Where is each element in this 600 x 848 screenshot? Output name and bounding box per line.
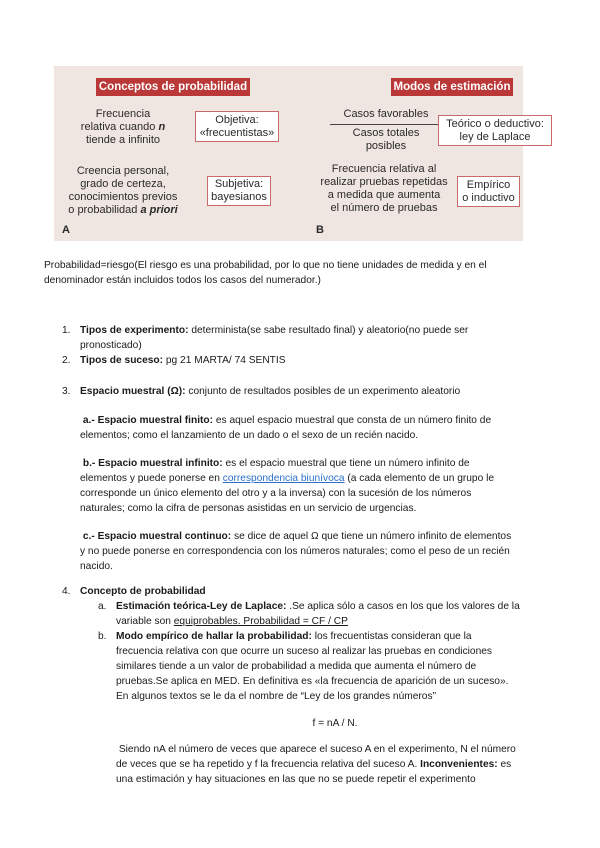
text-span: es aquel espacio muestral que consta de un número finito de — [213, 415, 492, 426]
box-line: ley de Laplace — [459, 130, 531, 143]
bold-term: Tipos de suceso: — [80, 355, 164, 366]
text-line: pruebas.Se aplica en MED. En definitiva es «la frecuencia de aparición de un suceso». — [116, 676, 509, 687]
text-line: Casos totales — [352, 127, 420, 139]
text-line: Frecuencia relativa al — [331, 163, 437, 175]
text-span: los frecuentistas consideran que la — [311, 631, 472, 642]
closing-paragraph — [116, 742, 561, 787]
box-line: Objetiva: — [215, 113, 259, 126]
text-span: pg 21 MARTA/ 74 SENTIS — [163, 355, 286, 366]
text-line — [116, 614, 556, 629]
text-span: Siendo nA el número de veces que aparece el suceso A en el experimento, N el número — [118, 744, 516, 755]
text-line: naturales; como la cifra de personas asistidas en un servicio de urgencias. — [80, 503, 417, 514]
text-line: Probabilidad=riesgo(El riesgo es una probabilidad, por lo que no tiene unidades de medida y en el — [44, 260, 487, 271]
bold-term: Modo empírico de hallar la probabilidad: — [116, 631, 312, 642]
panel-a-row2-text — [56, 165, 190, 217]
probability-figure — [54, 66, 544, 241]
text-span: determinista(se sabe resultado final) y aleatorio(no puede ser — [188, 325, 469, 336]
panel-a-header: Conceptos de probabilidad — [96, 78, 250, 96]
theoretical-box — [438, 115, 552, 146]
bold-term: c.- Espacio muestral continuo: — [82, 531, 232, 542]
panel-b-label: B — [316, 224, 324, 236]
item-event-types — [80, 353, 550, 368]
text-span: .Se aplica sólo a casos en los que los valores de la — [286, 601, 520, 612]
subjective-box — [207, 176, 271, 206]
underlined-text: equiprobables. Probabilidad = CF / CP — [173, 616, 348, 627]
biunivocal-link[interactable]: correspondencia biunívoca — [222, 473, 345, 484]
text-line: Frecuencia — [95, 108, 151, 120]
text-line — [56, 204, 190, 217]
text-line: elementos; como el lanzamiento de un dado o el sexo de un recién nacido. — [80, 430, 419, 441]
item-number: 2. — [62, 355, 71, 366]
text-span: elementos y puede ponerse en — [80, 473, 223, 484]
item-number: 1. — [62, 325, 71, 336]
bold-term: b.- Espacio muestral infinito: — [82, 458, 223, 469]
item-sample-space — [80, 384, 560, 399]
item-experiment-types — [80, 323, 550, 353]
panel-b-row2-text — [309, 163, 459, 215]
subitem-letter: b. — [98, 631, 107, 642]
finite-sample-space — [80, 413, 550, 443]
bold-term: a.- Espacio muestral finito: — [82, 415, 214, 426]
empirical-box — [457, 176, 520, 207]
text-line: el número de pruebas — [330, 202, 438, 214]
text-line: realizar pruebas repetidas — [320, 176, 448, 188]
infinite-sample-space — [80, 456, 555, 516]
panel-a-row1-text — [68, 108, 178, 147]
text-line — [80, 471, 555, 486]
text-line: similares tiende a un valor de probabilidad a medida que aumenta el número de — [116, 661, 477, 672]
subitem-letter: a. — [98, 601, 107, 612]
text-span: o probabilidad — [68, 204, 141, 216]
text-span: es el espacio muestral que tiene un número infinito de — [222, 458, 470, 469]
objective-box — [195, 111, 279, 142]
box-line: o inductivo — [462, 191, 515, 204]
box-line: bayesianos — [211, 191, 267, 203]
a-priori-text: a priori — [140, 204, 178, 216]
text-line — [80, 529, 555, 544]
text-span: es — [497, 759, 512, 770]
text-line: frecuencia relativa con que ocurre un suceso al realizar las pruebas en condiciones — [116, 646, 493, 657]
text-line — [116, 629, 556, 644]
text-line: a medida que aumenta — [327, 189, 441, 201]
text-line — [116, 742, 561, 757]
laplace-estimation — [116, 599, 556, 629]
italic-n: n — [158, 121, 166, 133]
text-line: corresponde un único elemento del otro y a la inversa) con la sucesión de los números — [80, 488, 472, 499]
text-line: una estimación y hay situaciones en las que no se puede repetir el experimento — [116, 774, 476, 785]
text-line — [116, 757, 561, 772]
panel-b-header: Modos de estimación — [391, 78, 513, 96]
text-span: de veces que se ha repetido y f la frecuencia relativa del suceso A. — [116, 759, 421, 770]
panel-a-label: A — [62, 224, 70, 236]
text-line — [80, 323, 550, 338]
box-line: «frecuentistas» — [199, 126, 275, 139]
text-line — [68, 121, 178, 134]
empirical-mode — [116, 629, 556, 704]
box-line: Empírico — [466, 178, 511, 191]
item-number: 3. — [62, 386, 71, 397]
text-line: pronosticado) — [80, 340, 142, 351]
frequency-formula: f = nA / N. — [312, 718, 358, 729]
item-number: 4. — [62, 586, 71, 597]
continuous-sample-space — [80, 529, 555, 574]
box-line: Teórico o deductivo: — [446, 117, 544, 130]
text-line: En algunos textos se le da el nombre de “Ley de los grandes números” — [116, 691, 436, 702]
bold-term: Estimación teórica-Ley de Laplace: — [116, 601, 287, 612]
bold-term: Inconvenientes: — [420, 759, 498, 770]
text-line: conocimientos previos — [68, 191, 178, 203]
numerator: Casos favorables — [343, 108, 429, 120]
bold-term: Tipos de experimento: — [80, 325, 189, 336]
fraction-line — [330, 124, 442, 125]
text-span: variable son — [116, 616, 174, 627]
text-span: (a cada elemento de un grupo le — [344, 473, 495, 484]
text-line: grado de certeza, — [80, 178, 166, 190]
bold-term: Espacio muestral (Ω): — [80, 386, 186, 397]
text-line — [116, 599, 556, 614]
text-line: Creencia personal, — [76, 165, 170, 177]
text-line: posibles — [365, 140, 407, 152]
denominator — [330, 127, 442, 153]
bold-term: Concepto de probabilidad — [80, 586, 206, 597]
item-probability-concept — [80, 584, 550, 599]
text-line — [80, 413, 550, 428]
text-line — [80, 456, 555, 471]
text-line: y no puede ponerse en correspondencia con los números naturales; como el peso de un recién — [80, 546, 510, 557]
intro-paragraph — [44, 258, 564, 288]
text-line: denominador están incluidos todos los casos del numerador.) — [44, 275, 321, 286]
text-span: se dice de aquel Ω que tiene un número infinito de elementos — [231, 531, 512, 542]
text-line: nacido. — [80, 561, 113, 572]
box-line: Subjetiva: — [214, 178, 264, 190]
text-span: conjunto de resultados posibles de un experimento aleatorio — [185, 386, 461, 397]
text-span: relativa cuando — [80, 121, 159, 133]
text-line: tiende a infinito — [86, 134, 160, 146]
